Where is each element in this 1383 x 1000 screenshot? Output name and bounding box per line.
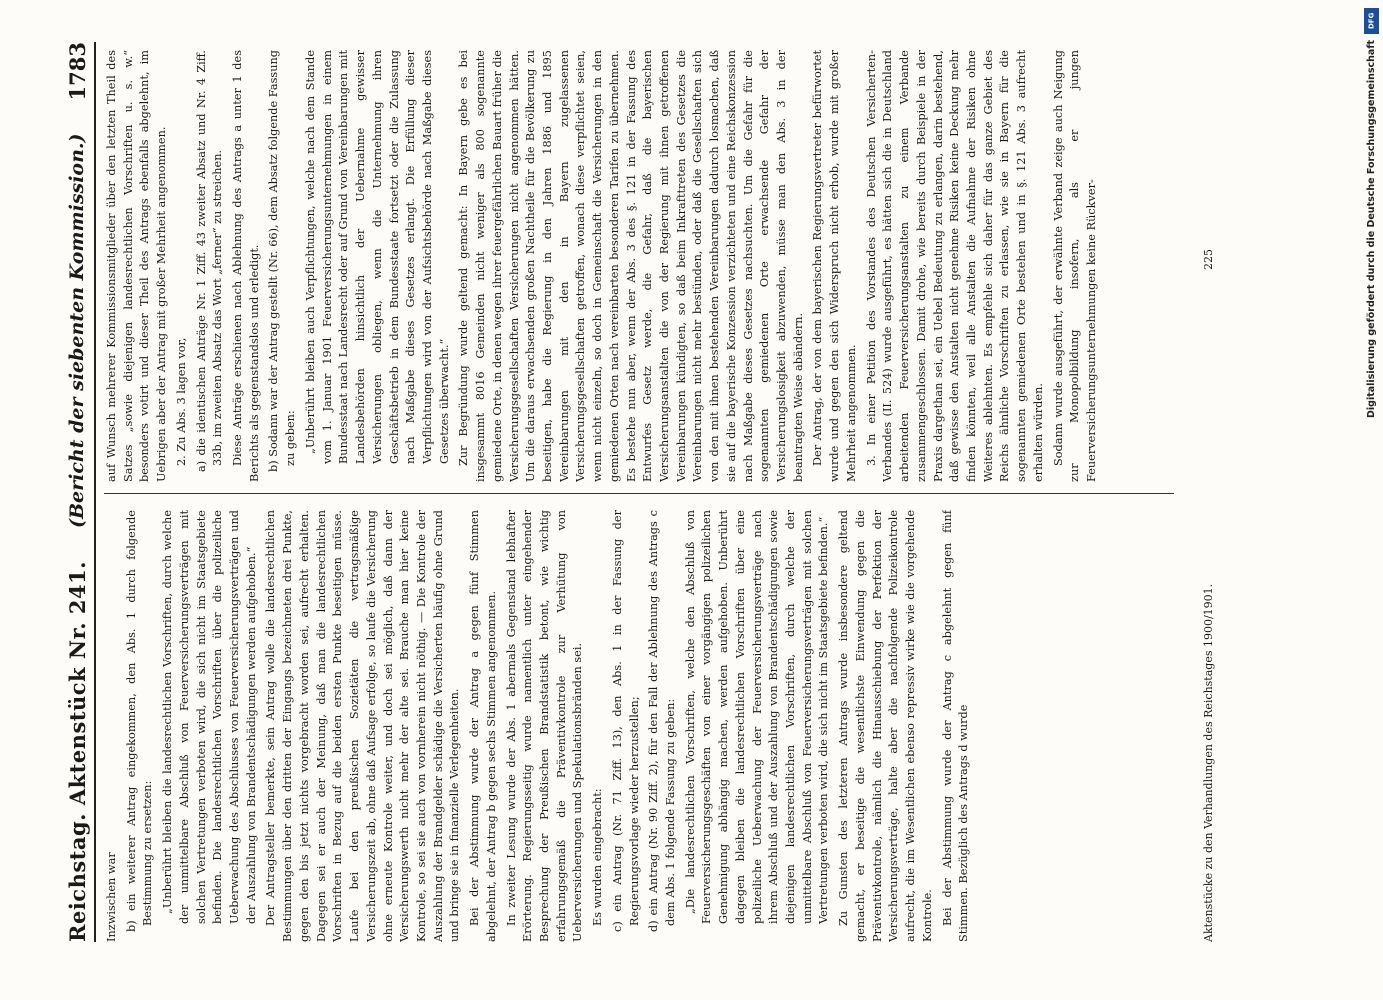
paragraph: Zu Gunsten des letzteren Antrags wurde insbesondere geltend gemacht, er beseitige die wesentlichste Einwendung gegen die Präventivkontrole, nämlich die Hinausschiebung der Perfektion der Versicherungsverträge, halte aber die nachfolgende Polizeikontrole aufrecht, die im Wesentlichen ebenso repressiv wirke wie die vorgehende Kontrole. [837,510,934,942]
header-page-number: 1783 [64,42,90,101]
quoted-provision: „Unberührt bleiben auch Verpflichtungen, welche nach dem Stande vom 1. Januar 1901 Feuerversicherungsunternehmungen in einem Bundesstaat nach Landesrecht oder auf Grund von Vereinbarungen mit Landesbehörden hinsichtlich der Uebernahme gewisser Versicherungen obliegen, wenn die Unternehmung ihren Geschäftsbetrieb in dem Bundesstaate fortsetzt oder die Zulassung nach Maßgabe dieses Gesetzes erlangt. Die Erfüllung dieser Verpflichtungen wird von der Aufsichtsbehörde nach Maßgabe dieses Gesetzes überwacht.“ [303,50,451,464]
paragraph: In zweiter Lesung wurde der Abs. 1 abermals Gegenstand lebhafter Erörterung. Regierungsseitig wurde namentlich unter eingehender Besprechung der Preußischen Brandstatistik betont, wie wichtig erfahrungsgemäß die Präventivkontrole zur Verhütung von Ueberversicherungen und Spekulationsbränden sei. [504,510,585,942]
page-header [60,42,96,942]
header-report-title: (Bericht der siebenten Kommission.) [66,133,88,528]
paragraph: Diese Anträge erschienen nach Ablehnung des Antrags a unter 1 des Berichts als gegenstandslos und erledigt. [231,50,261,482]
paragraph: 3. In einer Petition des Vorstandes des Deutschen Versicherten-Verbandes (II. 524) wurde ausgeführt, es hätten sich die in Deutschland arbeitenden Feuerversicherungsanstalten zu einem Verbande zusammengeschlossen. Damit drohe, wie bereits durch Beispiele in der Praxis dargethan sei, ein Uebel Bedeutung zu erlangen, darin bestehend, daß gewisse den Anstalten nicht genehme Risiken keine Deckung mehr finden könnten, weil alle Anstalten die Aufnahme der Risiken ohne Weiteres ablehnten. Es empfehle sich daher für das ganze Gebiet des Reichs ähnliche Vorschriften zu erlassen, wie sie in Bayern für die sogenannten gemiedenen Orte bestehen und in §. 121 Abs. 3 aufrecht erhalten würden. [864,50,1045,482]
paragraph: Der Antragsteller bemerkte, sein Antrag wolle die landesrechtlichen Bestimmungen über den dritten der Eingangs bezeichneten drei Punkte, gegen den bis jetzt nichts vorgebracht worden sei, aufrecht erhalten. Dagegen sei er auch der Meinung, daß man die landesrechtlichen Vorschriften in Bezug auf die beiden ersten Punkte beseitigen müsse. Laufe bei den preußischen Sozietäten die vertragsmäßige Versicherungszeit ab, ohne daß Aufsage erfolge, so laufe die Versicherung ohne erneute Kontrole weiter, und doch sei möglich, daß dann der Versicherungswerth nicht mehr der alte sei. Brauche man hier keine Kontrole, so sei sie auch von vornherein nicht nöthig. — Die Kontrole der Auszahlung der Brandgelder schädige die Versicherten häufig ohne Grund und bringe sie in finanzielle Verlegenheiten. [264,510,462,942]
enumerated-item: a) die identischen Anträge Nr. 1 Ziff. 43 zweiter Absatz und Nr. 4 Ziff. 33b, im zweiten Absatz das Wort „ferner“ zu streichen. [194,50,225,472]
paragraph: auf Wunsch mehrerer Kommissionsmitglieder über den letzten Theil des Satzes „sowie diejenigen landesrechtlichen Vorschriften u. s. w.“ besonders votirt und dieser Theil des Antrags ebenfalls abgelehnt, im Uebrigen aber der Antrag mit großer Mehrheit angenommen. [105,50,169,482]
paragraph: Bei der Abstimmung wurde der Antrag a gegen fünf Stimmen abgelehnt, der Antrag b gegen sechs Stimmen angenommen. [468,510,498,942]
paragraph: Zur Begründung wurde geltend gemacht: In Bayern gebe es bei insgesammt 8016 Gemeinden nicht weniger als 800 sogenannte gemiedene Orte, in denen wegen ihrer feuergefährlichen Bauart früher die Versicherungsgesellschaften Versicherungen nicht angenommen hätten. Um die daraus erwachsenden großen Nachtheile für die Bevölkerung zu beseitigen, habe die Regierung in den Jahren 1886 und 1895 Vereinbarungen mit den in Bayern zugelassenen Versicherungsgesellschaften getroffen, wonach diese verpflichtet seien, wenn nicht einzeln, so doch in Gemeinschaft die Versicherungen in den gemiedenen Orten nach vereinbarten besonderen Tarifen zu übernehmen. Es bestehe nun aber, wenn der Abs. 3 des §. 121 in der Fassung des Entwurfes Gesetz werde, die Gefahr, daß die bayerischen Versicherungsanstalten die von der Regierung mit ihnen getroffenen Vereinbarungen kündigten, so daß beim Inkrafttreten des Gesetzes die Vereinbarungen nicht mehr bestünden, oder daß die Gesellschaften sich von den mit ihnen bestehenden Vereinbarungen dadurch losmachen, daß sie auf die bayerische Konzession verzichteten und eine Reichskonzession nach Maßgabe dieses Gesetzes nachsuchten. Um die Gefahr für die sogenannten gemiedenen Orte erwachsende Gefahr der Versicherungslosigkeit abzuwenden, müsse man den Abs. 3 in der beantragten Weise abändern. [457,50,805,482]
paragraph: Es wurden eingebracht: [591,788,605,926]
column-divider [104,493,1174,494]
paragraph: Bei der Abstimmung wurde der Antrag c abgelehnt gegen fünf Stimmen. Bezüglich des Antrags d wurde [940,510,971,942]
left-text-column [104,510,1194,942]
dfg-logo: DFG [1364,8,1379,34]
footer-sheet-number: 225 [1202,249,1215,270]
enumerated-item: d) ein Antrag (Nr. 90 Ziff. 2), für den Fall der Ablehnung des Antrags c dem Abs. 1 folgende Fassung zu geben: [647,510,677,932]
paragraph: Sodann wurde ausgeführt, der erwähnte Verband zeige auch Neigung zur Monopolbildung insofern, als er jungen Feuerversicherungsunternehmungen keine Rückver- [1051,50,1098,482]
quoted-provision: „Die landesrechtlichen Vorschriften, welche den Abschluß von Feuerversicherungsgeschäften von einer vorgängigen polizeilichen Genehmigung abhängig machen, werden aufgehoben. Unberührt dagegen bleiben die landesrechtlichen Vorschriften über eine polizeiliche Ueberwachung der Feuerversicherungsverträge nach ihrem Abschluß und der Auszahlung von Brandentschädigungen sowie diejenigen landesrechtlichen Vorschriften, durch welche der unmittelbare Abschluß von Feuerversicherungsverträgen mit solchen Vertretungen verboten wird, die sich nicht im Staatsgebiete befinden.“ [683,510,831,924]
enumerated-item: b) ein weiterer Antrag eingekommen, den Abs. 1 durch folgende Bestimmung zu ersetzen: [124,510,155,932]
page-frame [60,42,1260,942]
paragraph: Der Antrag, der von dem bayerischen Regierungsvertreter befürwortet wurde und gegen den sich Widerspruch nicht erhob, wurde mit großer Mehrheit angenommen. [811,50,858,482]
page-footer [1202,42,1232,942]
right-text-column [104,50,1194,482]
enumerated-item: b) Sodann war der Antrag gestellt (Nr. 66), dem Absatz folgende Fassung zu geben: [267,50,298,472]
footer-source-note: Aktenstücke zu den Verhandlungen des Reichstages 1900/1901. [1202,583,1215,942]
paragraph: 2. Zu Abs. 3 lagen vor, [174,337,188,466]
digitization-credit: Digitalisierung gefördert durch die Deutsche Forschungsgemeinschaft [1365,40,1377,418]
header-document-number: Reichstag. Aktenstück Nr. 241. [64,561,90,942]
enumerated-item: c) ein Antrag (Nr. 71 Ziff. 13), den Abs. 1 in der Fassung der Regierungsvorlage wieder herzustellen; [610,510,641,932]
paragraph: Inzwischen war [105,852,118,942]
digitization-sidenote [1360,8,1382,993]
quoted-provision: „Unberührt bleiben die landesrechtlichen Vorschriften, durch welche der unmittelbare Abschluß von Feuerversicherungsverträgen mit solchen Vertretungen verboten wird, die sich nicht im Staatsgebiete befinden. Die landesrechtlichen Vorschriften über die polizeiliche Ueberwachung des Abschlusses von Feuerversicherungsverträgen und der Auszahlung von Brandentschädigungen werden aufgehoben.“ [161,510,258,924]
